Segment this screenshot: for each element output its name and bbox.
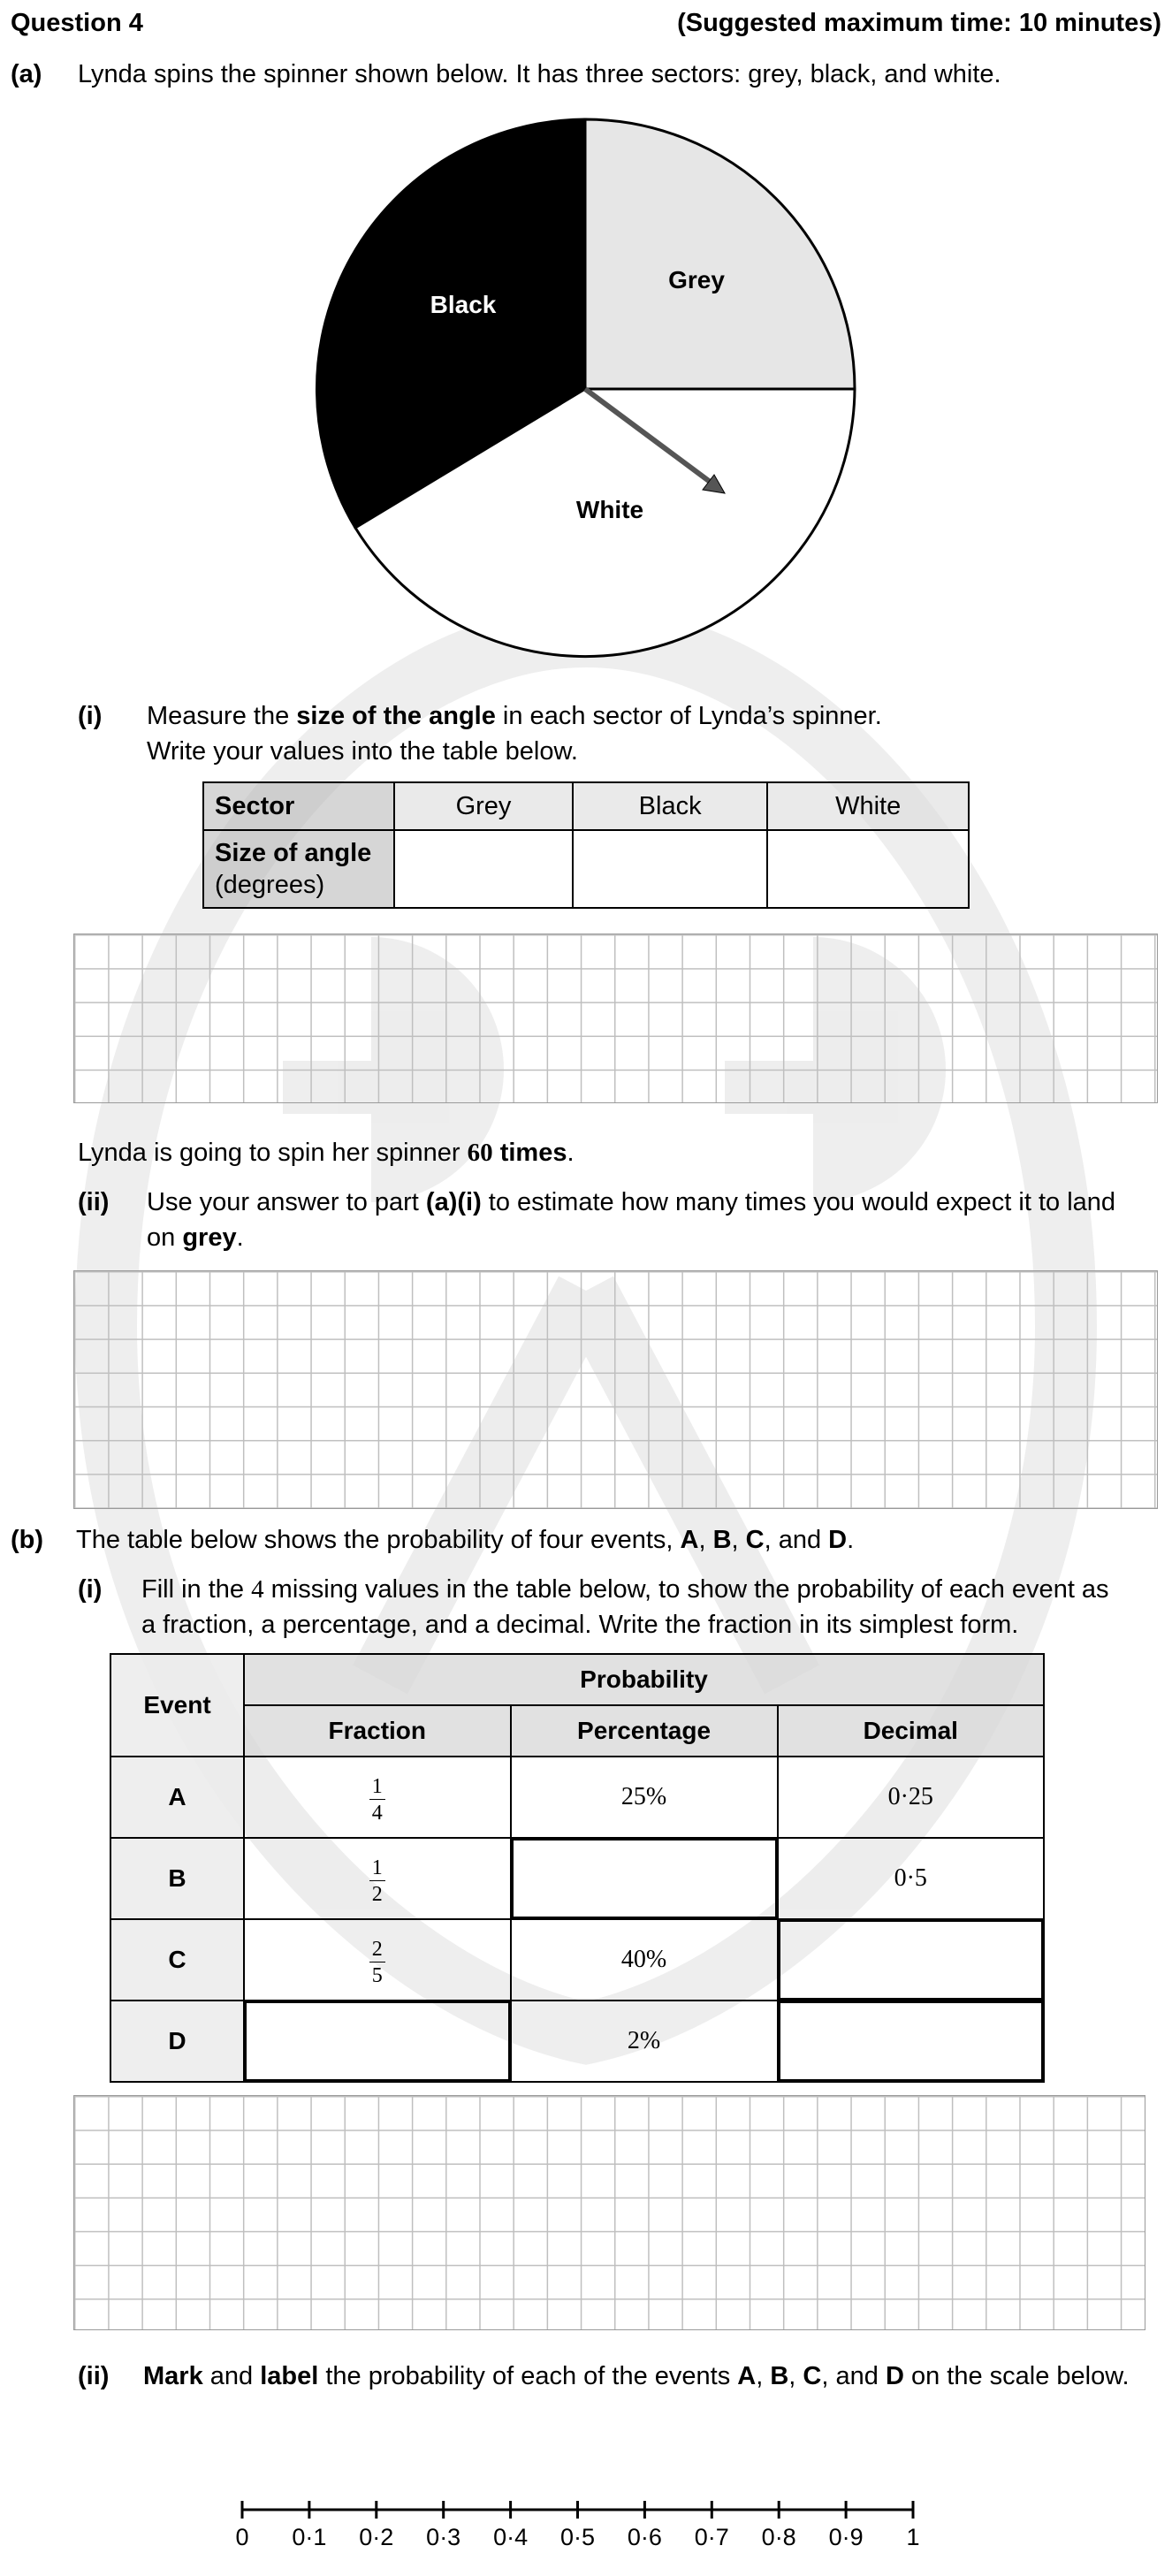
header-decimal: Decimal [778,1705,1044,1757]
part-a-label: (a) [11,60,42,88]
answer-grid-a-i[interactable] [73,934,1158,1103]
percentage-d: 2% [511,2001,778,2082]
answer-grid-a-ii[interactable] [73,1270,1158,1509]
part-b-i-line1: Fill in the 4 missing values in the table below, to show the probability of each event as [141,1575,1109,1604]
fraction-a: $\frac{1}{4}$ [244,1757,510,1838]
event-d: D [110,2001,244,2082]
event-a: A [110,1757,244,1838]
black-angle-answer[interactable] [573,830,767,908]
part-b-ii-label: (ii) [78,2362,110,2390]
fraction-b: $\frac{1}{2}$ [244,1838,510,1919]
probability-scale[interactable] [0,2493,1172,2519]
part-b-i-label: (i) [78,1575,103,1604]
table-row [110,1757,1044,1838]
scale-tick-label: 0·8 [761,2524,796,2550]
grey-angle-answer[interactable] [394,830,573,908]
table-row [110,1919,1044,2001]
percentage-b-answer[interactable] [511,1838,778,1919]
angle-label: Size of angle [215,839,372,867]
scale-tick-label: 0·5 [559,2524,596,2550]
header-probability: Probability [244,1654,1044,1705]
part-a-i-line2: Write your values into the table below. [147,737,578,766]
event-c: C [110,1919,244,2001]
white-angle-answer[interactable] [767,830,969,908]
scale-tick-label: 0·9 [828,2524,864,2550]
part-a-ii-label: (ii) [78,1188,110,1216]
fraction-c: $\frac{2}{5}$ [244,1919,510,2001]
part-a-ii-line2: on grey. [147,1223,244,1252]
table-row [110,2001,1044,2082]
part-a-intro: Lynda spins the spinner shown below. It has three sectors: grey, black, and white. [78,60,1001,88]
scale-tick-label: 1 [906,2524,920,2550]
part-a-i-label: (i) [78,702,103,730]
decimal-d-answer[interactable] [778,2001,1044,2082]
sector-angle-table [202,781,970,909]
table-row [110,1838,1044,1919]
scale-tick-label: 0·2 [359,2524,394,2550]
answer-grid-b-i[interactable] [73,2095,1145,2330]
decimal-a: 0·25 [778,1757,1044,1838]
header-fraction: Fraction [244,1705,510,1757]
table-header-black: Black [573,782,767,830]
probability-table [110,1653,1045,2083]
part-b-intro: The table below shows the probability of four events, A, B, C, and D. [76,1526,855,1554]
suggested-time: (Suggested maximum time: 10 minutes) [677,9,1161,37]
fraction-d-answer[interactable] [244,2001,510,2082]
percentage-a: 25% [511,1757,778,1838]
percentage-c: 40% [511,1919,778,2001]
scale-tick-label: 0·7 [694,2524,729,2550]
decimal-b: 0·5 [778,1838,1044,1919]
spinner-label-white: White [575,496,644,523]
spinner-label-black: Black [430,291,497,318]
spinner-sector-grey [585,119,855,389]
part-b-ii-text: Mark and label the probability of each of the events A, B, C, and D on the scale below. [143,2362,1130,2390]
part-b-i-line2: a fraction, a percentage, and a decimal. Write the fraction in its simplest form. [141,1611,1019,1639]
angle-unit: (degrees) [215,871,325,899]
table-header-grey: Grey [394,782,573,830]
part-b-label: (b) [11,1526,44,1554]
scale-tick-label: 0·3 [426,2524,461,2550]
part-a-ii-line1: Use your answer to part (a)(i) to estimate how many times you would expect it to land [147,1188,1116,1216]
table-row-angle-label [203,830,394,908]
part-a-i-line1: Measure the size of the angle in each sector of Lynda’s spinner. [147,702,882,730]
header-percentage: Percentage [511,1705,778,1757]
decimal-c-answer[interactable] [778,1919,1044,2001]
header-event: Event [110,1654,244,1757]
question-number: Question 4 [11,9,143,37]
scale-tick-label: 0·6 [627,2524,662,2550]
spinner-label-grey: Grey [668,266,725,293]
table-header-white: White [767,782,969,830]
scale-tick-label: 0·1 [292,2524,327,2550]
scale-tick-label: 0·4 [493,2524,529,2550]
table-header-sector: Sector [203,782,394,830]
spinner [301,115,875,672]
spin-statement: Lynda is going to spin her spinner 60 times. [78,1139,575,1167]
event-b: B [110,1838,244,1919]
scale-tick-label: 0 [235,2524,249,2550]
